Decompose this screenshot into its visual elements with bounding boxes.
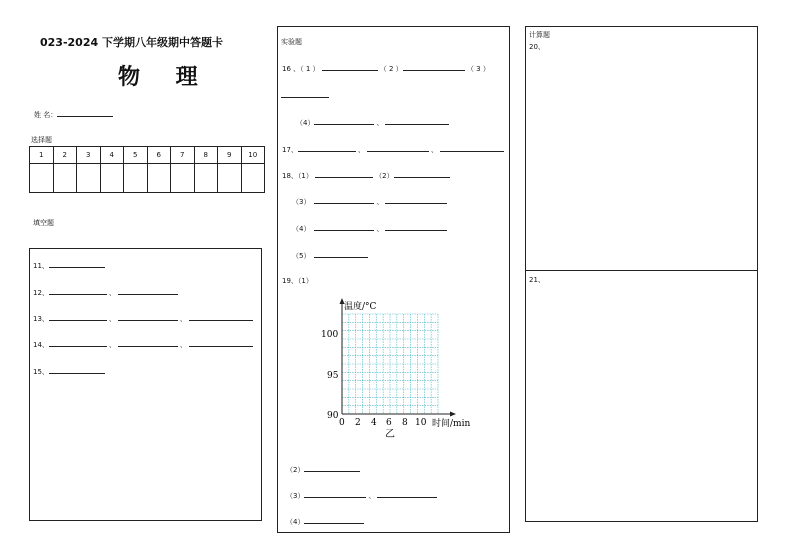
answer-blank[interactable]: [367, 144, 429, 152]
separator: 、: [357, 146, 365, 154]
answer-blank[interactable]: [377, 490, 437, 498]
choice-answer-cell[interactable]: [218, 164, 242, 193]
y-axis-label: 温度/°C: [344, 302, 377, 312]
temperature-time-graph[interactable]: [318, 296, 483, 438]
question-19-part2: [286, 464, 360, 475]
separator: 、: [368, 492, 376, 500]
choice-answer-cell[interactable]: [100, 164, 124, 193]
q19-part3-label: （3）: [286, 492, 305, 500]
q19-label: 19、（1）: [282, 277, 313, 285]
separator: 、: [179, 341, 187, 349]
answer-blank[interactable]: [385, 223, 447, 231]
answer-blank[interactable]: [298, 144, 356, 152]
answer-blank[interactable]: [49, 366, 105, 374]
answer-blank[interactable]: [49, 287, 107, 295]
y-tick-label: 95: [327, 371, 339, 381]
separator: 、: [108, 315, 116, 323]
question-20-label: 20、: [529, 43, 545, 51]
calc-section-label: 计算题: [529, 31, 550, 39]
choice-answer-cell[interactable]: [30, 164, 54, 193]
answer-blank[interactable]: [385, 196, 447, 204]
fill-section-label: 填空题: [33, 219, 54, 227]
question-16-part4: [296, 117, 449, 128]
graph-grid: [342, 314, 438, 414]
question-16-continued: [281, 90, 329, 100]
answer-blank[interactable]: [394, 170, 450, 178]
answer-blank[interactable]: [322, 63, 378, 71]
name-field[interactable]: [34, 109, 113, 120]
q18-label: 18、（1）: [282, 172, 313, 180]
answer-blank[interactable]: [49, 260, 105, 268]
experiment-section-label: 实验题: [281, 38, 302, 46]
q13-label: 13、: [33, 315, 49, 323]
question-17: [282, 144, 504, 155]
q19-part2-label: （2）: [286, 466, 305, 474]
choice-answer-cell[interactable]: [147, 164, 171, 193]
x-tick-label: 4: [371, 418, 377, 428]
question-14: [33, 339, 253, 350]
graph-caption: 乙: [385, 429, 395, 438]
x-axis-arrow: [450, 412, 456, 417]
choice-answer-cell[interactable]: [241, 164, 265, 193]
name-label: 姓 名：: [34, 111, 58, 119]
calc-divider: [525, 270, 758, 271]
x-tick-label: 0: [339, 418, 345, 428]
choice-number: 3: [77, 147, 101, 164]
separator: 、: [108, 341, 116, 349]
answer-blank[interactable]: [304, 464, 360, 472]
choice-answer-cell[interactable]: [194, 164, 218, 193]
question-18-part4: [292, 223, 447, 234]
choice-answer-cell[interactable]: [77, 164, 101, 193]
q14-label: 14、: [33, 341, 49, 349]
answer-blank[interactable]: [49, 339, 107, 347]
x-tick-label: 6: [386, 418, 392, 428]
q17-label: 17、: [282, 146, 298, 154]
q11-label: 11、: [33, 262, 49, 270]
question-19-part3: [286, 490, 437, 501]
choice-number: 4: [100, 147, 124, 164]
separator: 、: [108, 289, 116, 297]
x-tick-label: 8: [402, 418, 408, 428]
question-19: [282, 276, 313, 286]
question-18-part5: [292, 250, 368, 261]
q18-part3-label: （3）: [292, 198, 311, 206]
choice-number: 5: [124, 147, 148, 164]
y-tick-label: 90: [327, 411, 339, 421]
answer-blank[interactable]: [314, 117, 374, 125]
q16-part3-label: （ 3 ）: [466, 65, 490, 73]
choice-answer-cell[interactable]: [124, 164, 148, 193]
answer-blank[interactable]: [315, 170, 373, 178]
q16-label: 16 、（ 1 ）: [282, 65, 320, 73]
answer-blank[interactable]: [314, 250, 368, 258]
q16-part2-label: （ 2 ）: [379, 65, 403, 73]
sheet-title: 023-2024 下学期八年级期中答题卡: [40, 36, 223, 49]
separator: 、: [376, 225, 384, 233]
question-11: [33, 260, 105, 271]
choice-number: 6: [147, 147, 171, 164]
choice-answer-table: [29, 146, 265, 193]
question-18-part3: [292, 196, 447, 207]
choice-answer-cell[interactable]: [171, 164, 195, 193]
answer-blank[interactable]: [304, 516, 364, 524]
separator: 、: [376, 119, 384, 127]
question-13: [33, 313, 253, 324]
separator: 、: [430, 146, 438, 154]
question-18: [282, 170, 450, 181]
subject-title: 物 理: [118, 64, 212, 90]
separator: 、: [179, 315, 187, 323]
q19-part4-label: （4）: [286, 518, 305, 526]
choice-number: 10: [241, 147, 265, 164]
choice-section-label: 选择题: [31, 136, 52, 144]
answer-blank[interactable]: [304, 490, 366, 498]
answer-blank[interactable]: [118, 287, 178, 295]
answer-blank[interactable]: [118, 339, 178, 347]
question-21-label: 21、: [529, 276, 545, 284]
choice-number: 9: [218, 147, 242, 164]
q16-part4-label: （4）: [296, 119, 315, 127]
answer-blank[interactable]: [189, 339, 253, 347]
separator: 、: [376, 198, 384, 206]
choice-number: 8: [194, 147, 218, 164]
q18-part4-label: （4）: [292, 225, 311, 233]
answer-blank[interactable]: [385, 117, 449, 125]
choice-answer-cell[interactable]: [53, 164, 77, 193]
choice-number: 7: [171, 147, 195, 164]
y-tick-label: 100: [321, 330, 339, 340]
x-tick-label: 2: [355, 418, 361, 428]
answer-blank[interactable]: [49, 313, 107, 321]
choice-number: 1: [30, 147, 54, 164]
q12-label: 12、: [33, 289, 49, 297]
answer-blank[interactable]: [314, 223, 374, 231]
answer-blank[interactable]: [403, 63, 465, 71]
answer-blank[interactable]: [189, 313, 253, 321]
question-19-part4: [286, 516, 364, 527]
x-axis-label: 时间/min: [432, 419, 471, 429]
answer-blank[interactable]: [281, 90, 329, 98]
q18-part2-label: （2）: [375, 172, 394, 180]
question-16: [282, 63, 490, 74]
question-12: [33, 287, 178, 298]
choice-number: 2: [53, 147, 77, 164]
name-blank[interactable]: [57, 109, 113, 117]
q18-part5-label: （5）: [292, 252, 311, 260]
answer-blank[interactable]: [314, 196, 374, 204]
answer-blank[interactable]: [118, 313, 178, 321]
answer-blank[interactable]: [440, 144, 504, 152]
calc-answer-box: [525, 26, 758, 522]
q15-label: 15、: [33, 368, 49, 376]
question-15: [33, 366, 105, 377]
x-tick-label: 10: [415, 418, 427, 428]
